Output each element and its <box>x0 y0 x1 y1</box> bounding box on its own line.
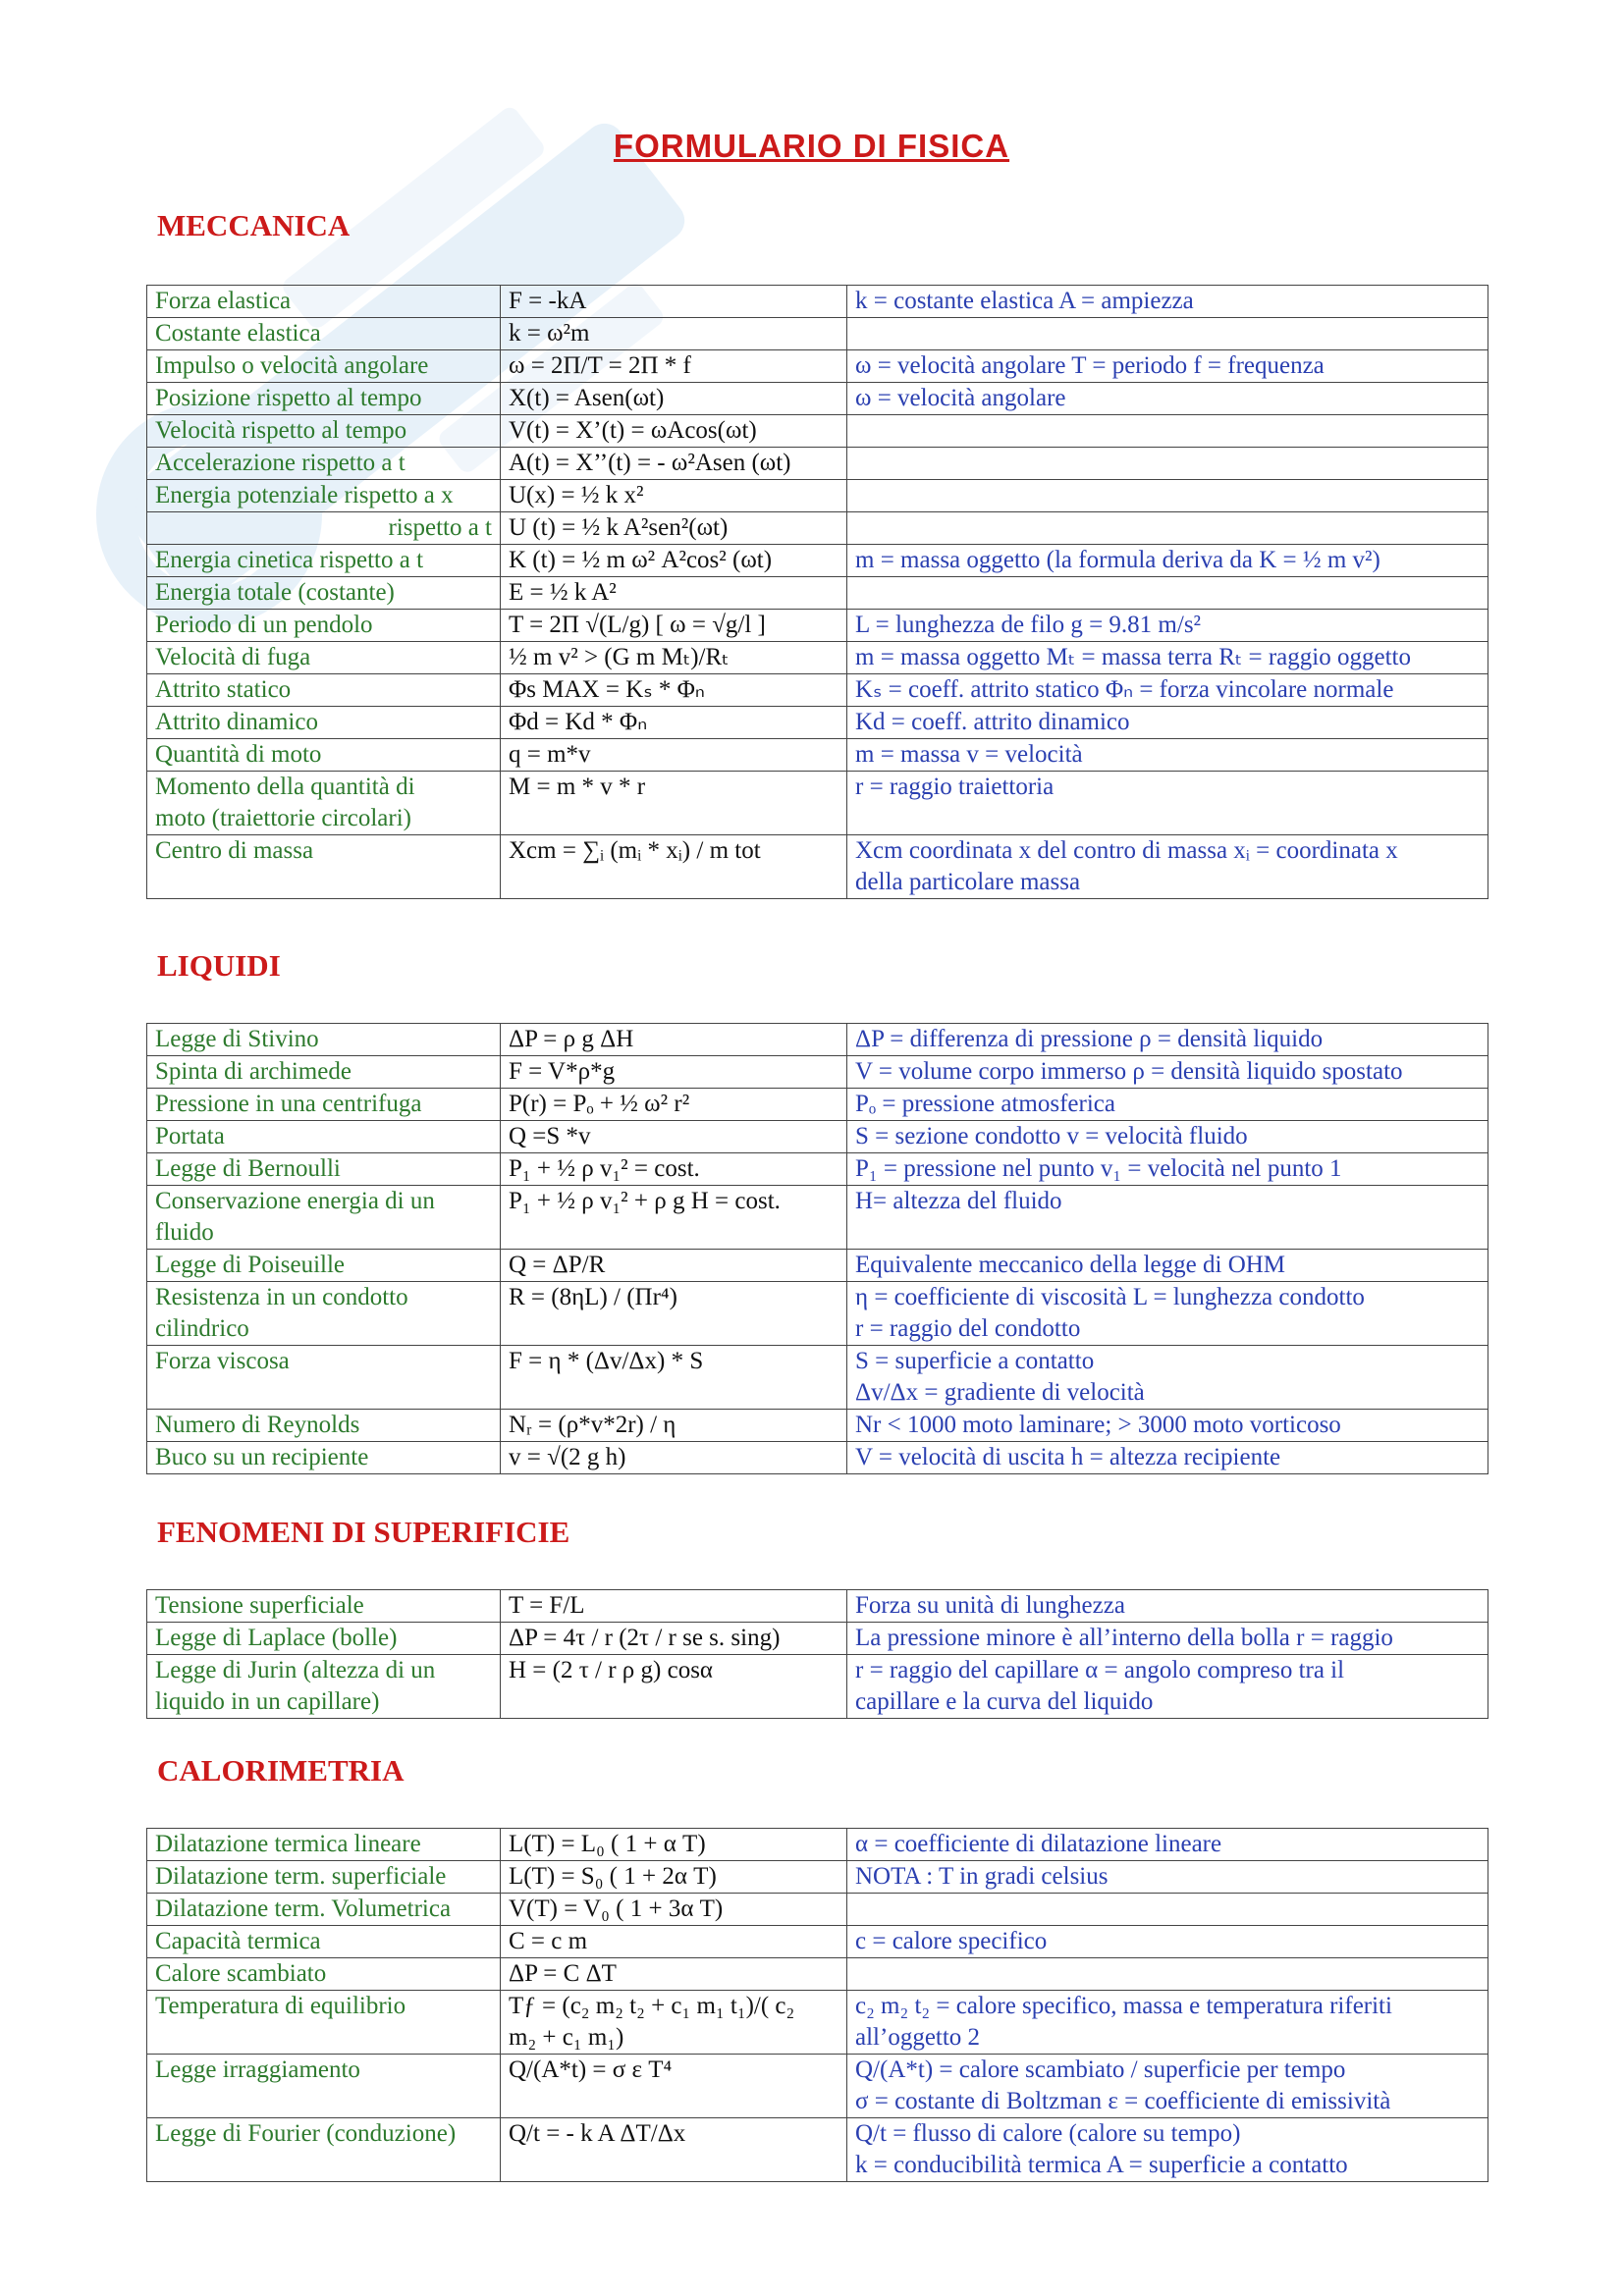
formula-description: Q/t = flusso di calore (calore su tempo) k = conducibilità termica A = superficie a contatto <box>847 2118 1488 2182</box>
formula-name: Dilatazione termica lineare <box>147 1829 501 1861</box>
formula-expression: T = 2Π √(L/g) [ ω = √g/l ] <box>501 610 847 642</box>
formula-name: Buco su un recipiente <box>147 1442 501 1474</box>
table-row <box>147 1121 1488 1153</box>
formula-expression: k = ω²m <box>501 318 847 350</box>
formula-description: ω = velocità angolare <box>847 383 1488 415</box>
table-row <box>147 1089 1488 1121</box>
table-row <box>147 739 1488 772</box>
table-liquidi <box>146 1023 1488 1474</box>
formula-expression: Q = ΔP/R <box>501 1250 847 1282</box>
formula-description: Kₛ = coeff. attrito statico Φₙ = forza vincolare normale <box>847 674 1488 707</box>
table-row <box>147 1442 1488 1474</box>
formula-name: Legge di Jurin (altezza di un liquido in un capillare) <box>147 1655 501 1719</box>
section-title-meccanica: MECCANICA <box>157 208 351 242</box>
table-row <box>147 707 1488 739</box>
table-row <box>147 1250 1488 1282</box>
formula-name: Accelerazione rispetto a t <box>147 448 501 480</box>
formula-description: Xcm coordinata x del contro di massa xᵢ = coordinata x della particolare massa <box>847 835 1488 899</box>
formula-description: r = raggio traiettoria <box>847 772 1488 835</box>
formula-expression: U(x) = ½ k x² <box>501 480 847 512</box>
formula-expression: M = m * v * r <box>501 772 847 835</box>
formula-name: Attrito statico <box>147 674 501 707</box>
table-row <box>147 610 1488 642</box>
table-row <box>147 772 1488 835</box>
formula-name: Legge di Fourier (conduzione) <box>147 2118 501 2182</box>
formula-description <box>847 1958 1488 1991</box>
formula-description: S = sezione condotto v = velocità fluido <box>847 1121 1488 1153</box>
table-row <box>147 1186 1488 1250</box>
table-row <box>147 286 1488 318</box>
formula-name: Periodo di un pendolo <box>147 610 501 642</box>
formula-expression: ½ m v² > (G m Mₜ)/Rₜ <box>501 642 847 674</box>
formula-description <box>847 1894 1488 1926</box>
table-calorimetria <box>146 1828 1488 2182</box>
table-row <box>147 318 1488 350</box>
table-row <box>147 1590 1488 1623</box>
formula-description: Pₒ = pressione atmosferica <box>847 1089 1488 1121</box>
formula-description: c₂ m₂ t₂ = calore specifico, massa e temperatura riferiti all’oggetto 2 <box>847 1991 1488 2055</box>
formula-name: Dilatazione term. superficiale <box>147 1861 501 1894</box>
formula-description <box>847 448 1488 480</box>
formula-description: P₁ = pressione nel punto v₁ = velocità nel punto 1 <box>847 1153 1488 1186</box>
formula-description: Kd = coeff. attrito dinamico <box>847 707 1488 739</box>
table-row <box>147 1024 1488 1056</box>
formula-description: S = superficie a contatto Δv/Δx = gradiente di velocità <box>847 1346 1488 1410</box>
formula-name: Conservazione energia di un fluido <box>147 1186 501 1250</box>
formula-name: Costante elastica <box>147 318 501 350</box>
table-row <box>147 383 1488 415</box>
formula-expression: V(T) = V₀ ( 1 + 3α T) <box>501 1894 847 1926</box>
formula-expression: Q/t = - k A ΔT/Δx <box>501 2118 847 2182</box>
table-row <box>147 512 1488 545</box>
table-row <box>147 545 1488 577</box>
formula-name: Quantità di moto <box>147 739 501 772</box>
formula-description: m = massa oggetto (la formula deriva da K = ½ m v²) <box>847 545 1488 577</box>
formula-name: Momento della quantità di moto (traiettorie circolari) <box>147 772 501 835</box>
formula-description: c = calore specifico <box>847 1926 1488 1958</box>
formula-name: Dilatazione term. Volumetrica <box>147 1894 501 1926</box>
table-row <box>147 1346 1488 1410</box>
formula-expression: ΔP = 4τ / r (2τ / r se s. sing) <box>501 1623 847 1655</box>
formula-expression: U (t) = ½ k A²sen²(ωt) <box>501 512 847 545</box>
section-title-calorimetria: CALORIMETRIA <box>157 1753 405 1788</box>
table-row <box>147 1282 1488 1346</box>
formula-name: Tensione superficiale <box>147 1590 501 1623</box>
formula-description: m = massa v = velocità <box>847 739 1488 772</box>
table-row <box>147 835 1488 899</box>
formula-name: Velocità rispetto al tempo <box>147 415 501 448</box>
table-fenomeni-di-superificie <box>146 1589 1488 1719</box>
document-title: FORMULARIO DI FISICA <box>613 128 1010 164</box>
formula-description: H= altezza del fluido <box>847 1186 1488 1250</box>
formula-expression: Φs MAX = Kₛ * Φₙ <box>501 674 847 707</box>
formula-name: Capacità termica <box>147 1926 501 1958</box>
table-row <box>147 448 1488 480</box>
formula-description: Equivalente meccanico della legge di OHM <box>847 1250 1488 1282</box>
table-row <box>147 2055 1488 2118</box>
formula-expression: P₁ + ½ ρ v₁² = cost. <box>501 1153 847 1186</box>
formula-expression: E = ½ k A² <box>501 577 847 610</box>
formula-name: Forza viscosa <box>147 1346 501 1410</box>
table-row <box>147 415 1488 448</box>
formula-expression: Nᵣ = (ρ*v*2r) / η <box>501 1410 847 1442</box>
formula-name: Attrito dinamico <box>147 707 501 739</box>
table-row <box>147 1410 1488 1442</box>
formula-expression: ΔP = ρ g ΔH <box>501 1024 847 1056</box>
table-row <box>147 1958 1488 1991</box>
formula-name: Temperatura di equilibrio <box>147 1991 501 2055</box>
formula-expression: L(T) = L₀ ( 1 + α T) <box>501 1829 847 1861</box>
table-row <box>147 480 1488 512</box>
formula-name: Resistenza in un condotto cilindrico <box>147 1282 501 1346</box>
formula-expression: F = -kA <box>501 286 847 318</box>
formula-expression: F = η * (Δv/Δx) * S <box>501 1346 847 1410</box>
table-row <box>147 1829 1488 1861</box>
table-row <box>147 577 1488 610</box>
formula-expression: T = F/L <box>501 1590 847 1623</box>
formula-name: Centro di massa <box>147 835 501 899</box>
formula-expression: P(r) = Pₒ + ½ ω² r² <box>501 1089 847 1121</box>
formula-name: Forza elastica <box>147 286 501 318</box>
formula-name: Velocità di fuga <box>147 642 501 674</box>
table-row <box>147 674 1488 707</box>
formula-description: Nr < 1000 moto laminare; > 3000 moto vorticoso <box>847 1410 1488 1442</box>
formula-description: Q/(A*t) = calore scambiato / superficie per tempo σ = costante di Boltzman ε = coefficiente di emissività <box>847 2055 1488 2118</box>
formula-expression: Tƒ = (c₂ m₂ t₂ + c₁ m₁ t₁)/( c₂ m₂ + c₁ m₁) <box>501 1991 847 2055</box>
formula-expression: Q/(A*t) = σ ε T⁴ <box>501 2055 847 2118</box>
table-row <box>147 642 1488 674</box>
formula-name: Legge di Bernoulli <box>147 1153 501 1186</box>
table-row <box>147 1861 1488 1894</box>
formula-description: V = volume corpo immerso ρ = densità liquido spostato <box>847 1056 1488 1089</box>
formula-name: Legge irraggiamento <box>147 2055 501 2118</box>
formula-description: L = lunghezza de filo g = 9.81 m/s² <box>847 610 1488 642</box>
formula-expression: A(t) = X’’(t) = - ω²Asen (ωt) <box>501 448 847 480</box>
formula-expression: Φd = Kd * Φₙ <box>501 707 847 739</box>
table-row <box>147 2118 1488 2182</box>
formula-description: k = costante elastica A = ampiezza <box>847 286 1488 318</box>
formula-description: r = raggio del capillare α = angolo compreso tra il capillare e la curva del liquido <box>847 1655 1488 1719</box>
formula-name: Energia totale (costante) <box>147 577 501 610</box>
table-row <box>147 1056 1488 1089</box>
formula-name: Pressione in una centrifuga <box>147 1089 501 1121</box>
formula-expression: X(t) = Asen(ωt) <box>501 383 847 415</box>
formula-description: La pressione minore è all’interno della bolla r = raggio <box>847 1623 1488 1655</box>
formula-name: Numero di Reynolds <box>147 1410 501 1442</box>
formula-name: Spinta di archimede <box>147 1056 501 1089</box>
formula-expression: P₁ + ½ ρ v₁² + ρ g H = cost. <box>501 1186 847 1250</box>
table-row <box>147 1623 1488 1655</box>
formula-description <box>847 512 1488 545</box>
formula-description <box>847 318 1488 350</box>
formula-description: ΔP = differenza di pressione ρ = densità liquido <box>847 1024 1488 1056</box>
formula-name: Portata <box>147 1121 501 1153</box>
formula-expression: ω = 2Π/T = 2Π * f <box>501 350 847 383</box>
formula-name: Legge di Laplace (bolle) <box>147 1623 501 1655</box>
table-row <box>147 1153 1488 1186</box>
section-title-fenomeni-di-superificie: FENOMENI DI SUPERIFICIE <box>157 1515 570 1549</box>
formula-expression: H = (2 τ / r ρ g) cosα <box>501 1655 847 1719</box>
formula-expression: C = c m <box>501 1926 847 1958</box>
formula-name: Energia cinetica rispetto a t <box>147 545 501 577</box>
formula-description: η = coefficiente di viscosità L = lunghezza condotto r = raggio del condotto <box>847 1282 1488 1346</box>
table-row <box>147 1926 1488 1958</box>
formula-expression: Q =S *v <box>501 1121 847 1153</box>
formula-description <box>847 415 1488 448</box>
formula-description: α = coefficiente di dilatazione lineare <box>847 1829 1488 1861</box>
formula-expression: ΔP = C ΔT <box>501 1958 847 1991</box>
formula-expression: V(t) = X’(t) = ωAcos(ωt) <box>501 415 847 448</box>
formula-expression: v = √(2 g h) <box>501 1442 847 1474</box>
formula-expression: L(T) = S₀ ( 1 + 2α T) <box>501 1861 847 1894</box>
formula-name: Calore scambiato <box>147 1958 501 1991</box>
formula-name: Energia potenziale rispetto a x <box>147 480 501 512</box>
formula-description <box>847 480 1488 512</box>
formula-expression: K (t) = ½ m ω² A²cos² (ωt) <box>501 545 847 577</box>
formula-name: rispetto a t <box>147 512 501 545</box>
formula-description: NOTA : T in gradi celsius <box>847 1861 1488 1894</box>
table-row <box>147 1991 1488 2055</box>
formula-name: Posizione rispetto al tempo <box>147 383 501 415</box>
formula-expression: Xcm = ∑ᵢ (mᵢ * xᵢ) / m tot <box>501 835 847 899</box>
table-meccanica <box>146 285 1488 899</box>
table-row <box>147 1655 1488 1719</box>
formula-expression: q = m*v <box>501 739 847 772</box>
formula-description: V = velocità di uscita h = altezza recipiente <box>847 1442 1488 1474</box>
formula-expression: R = (8ηL) / (Πr⁴) <box>501 1282 847 1346</box>
formula-name: Impulso o velocità angolare <box>147 350 501 383</box>
formula-name: Legge di Poiseuille <box>147 1250 501 1282</box>
formula-description: m = massa oggetto Mₜ = massa terra Rₜ = raggio oggetto <box>847 642 1488 674</box>
section-title-liquidi: LIQUIDI <box>157 948 281 983</box>
formula-description <box>847 577 1488 610</box>
table-row <box>147 1894 1488 1926</box>
formula-description: Forza su unità di lunghezza <box>847 1590 1488 1623</box>
formula-name: Legge di Stivino <box>147 1024 501 1056</box>
formula-description: ω = velocità angolare T = periodo f = frequenza <box>847 350 1488 383</box>
formula-expression: F = V*ρ*g <box>501 1056 847 1089</box>
table-row <box>147 350 1488 383</box>
